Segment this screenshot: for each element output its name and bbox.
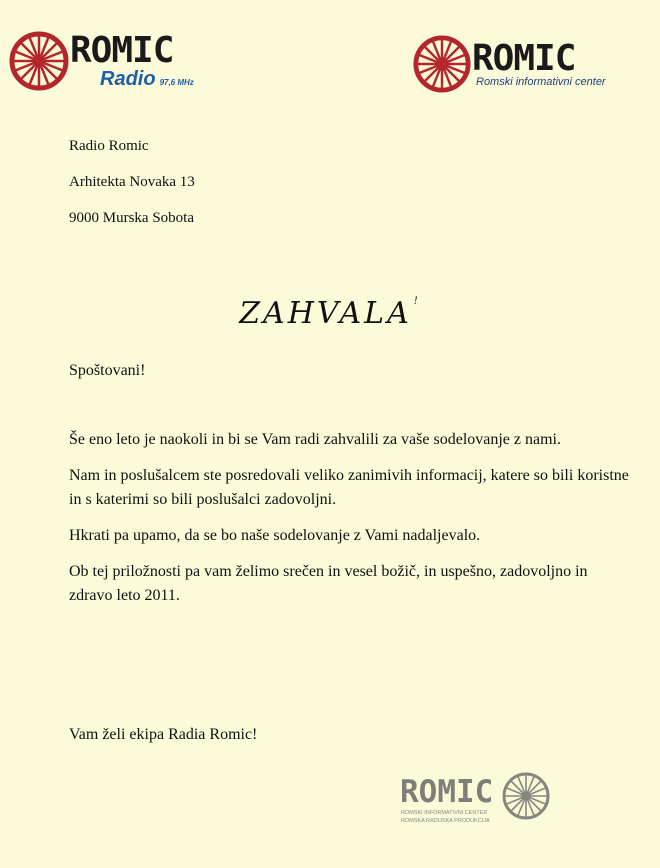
title-text: ZAHVALA (239, 296, 412, 331)
logo-text (70, 29, 194, 90)
wagon-wheel-icon (412, 34, 472, 94)
letter-body (69, 428, 629, 620)
romic-stamp (400, 768, 555, 830)
wagon-wheel-icon (8, 30, 70, 92)
greeting: Spoštovani! (69, 362, 146, 379)
romic-center-logo (412, 34, 606, 94)
paragraph: Še eno leto je naokoli in bi se Vam radi zahvalili za vaše sodelovanje z nami. (69, 431, 561, 448)
logo-text (472, 37, 606, 88)
paragraph: Nam in poslušalcem ste posredovali veliko zanimivih informacij, katere so bili koristne in s katerimi so bili poslušalci zadovoljni. (69, 467, 629, 508)
logo-center-label: Romski informativni center (476, 75, 606, 88)
sender-address (69, 128, 195, 236)
letter-title (0, 296, 660, 331)
signoff: Vam želi ekipa Radia Romic! (69, 726, 258, 743)
paragraph: Ob tej priložnosti pa vam želimo srečen in vesel božič, in uspešno, zadovoljno in zdravo leto 2011. (69, 563, 588, 604)
address-line: Radio Romic (69, 138, 149, 154)
address-line: Arhitekta Novaka 13 (69, 174, 195, 190)
logo-frequency: 97,6 MHz (159, 77, 194, 87)
stamp-line: ROMSKI INFORMATIVNI CENTER (401, 810, 488, 816)
romic-radio-logo (8, 30, 194, 92)
logo-name: ROMIC (70, 29, 174, 71)
address-line: 9000 Murska Sobota (69, 210, 194, 226)
logo-name: ROMIC (472, 37, 576, 79)
stamp-line: ROMSKA RADIJSKA PRODUKCIJA (401, 818, 490, 824)
logo-radio-label: Radio (100, 67, 156, 90)
stamp-name: ROMIC (400, 774, 494, 810)
title-mark: ! (413, 296, 421, 307)
stamp-wheel-icon (504, 774, 548, 818)
paragraph: Hkrati pa upamo, da se bo naše sodelovanje z Vami nadaljevalo. (69, 527, 481, 544)
